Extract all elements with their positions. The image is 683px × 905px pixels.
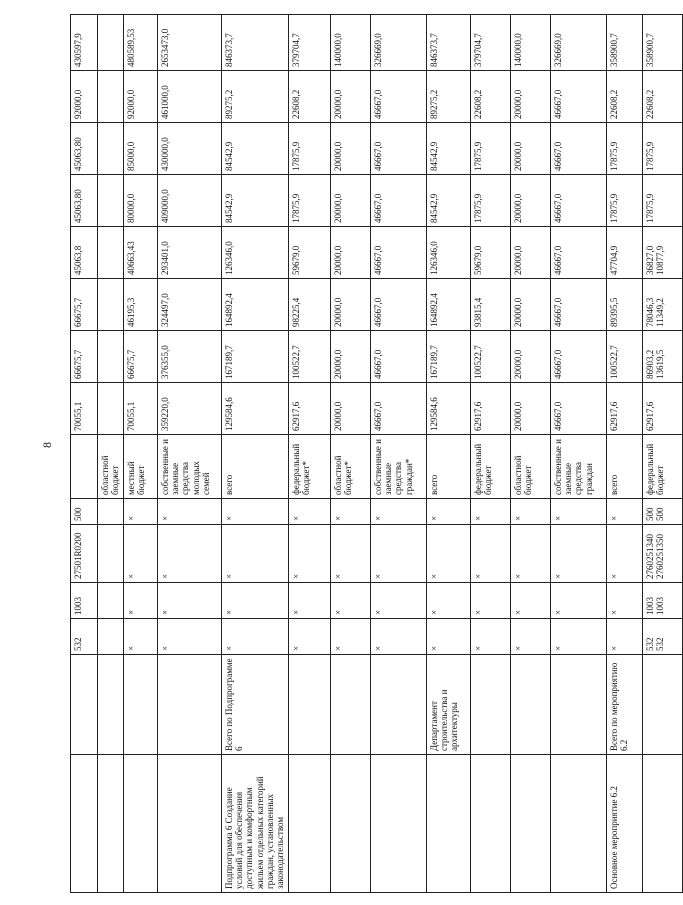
value-cell: 293401,0 [157,227,221,279]
value-cell: 92000,0 [123,71,157,123]
value-cell: 84542,9 [426,123,470,175]
grbs-cell: × [470,619,510,655]
value-cell: 22608,2 [470,71,510,123]
value-cell: 167189,7 [426,331,470,383]
grbs-cell: × [123,619,157,655]
value-cell: 17875,9 [288,175,330,227]
vr-cell: × [370,499,426,525]
value-cell: 409000,0 [157,175,221,227]
value-cell: 89395,5 [606,279,642,331]
executor-cell [642,655,682,755]
value-cell: 129584,6 [221,383,288,435]
table-row [370,15,426,893]
rzpr-cell: × [510,583,550,619]
source-cell: областной бюджет [510,435,550,499]
rzpr-cell: × [330,583,370,619]
value-cell: 70055,1 [123,383,157,435]
value-cell: 46667,0 [370,71,426,123]
executor-cell: Департамент строительства и архитектуры [426,655,470,755]
value-cell: 20000,0 [510,175,550,227]
executor-cell [550,655,606,755]
csr-cell: × [606,525,642,583]
value-cell: 20000,0 [510,123,550,175]
rzpr-cell: 1003 1003 [642,583,682,619]
value-cell: 17875,9 [642,175,682,227]
source-cell: федеральный бюджет [642,435,682,499]
value-cell: 20000,0 [510,383,550,435]
value-cell: 379704,7 [288,15,330,71]
value-cell [98,331,124,383]
value-cell: 89275,2 [426,71,470,123]
rzpr-cell: × [370,583,426,619]
executor-cell: Всего по мероприятию 6.2 [606,655,642,755]
vr-cell: × [123,499,157,525]
program-cell [71,755,98,893]
csr-cell: × [288,525,330,583]
value-cell: 20000,0 [330,175,370,227]
executor-cell [98,655,124,755]
csr-cell: × [426,525,470,583]
value-cell: 164892,4 [221,279,288,331]
table-row [288,15,330,893]
value-cell: 376355,0 [157,331,221,383]
value-cell: 46667,0 [550,123,606,175]
csr-cell: × [550,525,606,583]
value-cell: 66675,7 [71,331,98,383]
source-cell: всего [221,435,288,499]
vr-cell: × [221,499,288,525]
value-cell: 20000,0 [330,227,370,279]
program-cell [470,755,510,893]
value-cell: 326669,0 [370,15,426,71]
grbs-cell: × [606,619,642,655]
executor-cell [288,655,330,755]
value-cell: 62917,6 [470,383,510,435]
value-cell: 324497,0 [157,279,221,331]
grbs-cell: × [510,619,550,655]
value-cell: 20000,0 [330,331,370,383]
rzpr-cell: × [288,583,330,619]
budget-table [70,14,683,893]
value-cell: 846373,7 [426,15,470,71]
grbs-cell: 532 [71,619,98,655]
value-cell: 47704,9 [606,227,642,279]
rzpr-cell: × [470,583,510,619]
value-cell: 126346,0 [426,227,470,279]
value-cell: 461000,0 [157,71,221,123]
value-cell: 17875,9 [470,175,510,227]
program-cell [98,755,124,893]
source-cell: собственные и заемные средства молодых семей [157,435,221,499]
rotated-page [70,0,666,905]
vr-cell: × [426,499,470,525]
table-row [426,15,470,893]
value-cell: 62917,6 [606,383,642,435]
value-cell: 46667,0 [550,331,606,383]
value-cell: 326669,0 [550,15,606,71]
program-cell [550,755,606,893]
value-cell: 46667,0 [370,331,426,383]
executor-cell [157,655,221,755]
csr-cell: 27501R0200 [71,525,98,583]
value-cell [98,279,124,331]
value-cell: 98225,4 [288,279,330,331]
grbs-cell: × [550,619,606,655]
executor-cell [470,655,510,755]
value-cell: 22608,2 [606,71,642,123]
rzpr-cell: × [221,583,288,619]
rzpr-cell: × [550,583,606,619]
table-row [98,15,124,893]
rzpr-cell: 1003 [71,583,98,619]
value-cell: 17875,9 [642,123,682,175]
value-cell: 126346,0 [221,227,288,279]
table-row [157,15,221,893]
grbs-cell: × [157,619,221,655]
source-cell: областной бюджет* [330,435,370,499]
csr-cell: × [370,525,426,583]
table-row [221,15,288,893]
program-cell [157,755,221,893]
value-cell: 20000,0 [510,331,550,383]
value-cell: 140000,0 [510,15,550,71]
program-cell [642,755,682,893]
value-cell: 430000,0 [157,123,221,175]
value-cell: 129584,6 [426,383,470,435]
vr-cell [98,499,124,525]
value-cell: 22608,2 [642,71,682,123]
value-cell: 846373,7 [221,15,288,71]
value-cell: 140000,0 [330,15,370,71]
table-row [606,15,642,893]
csr-cell: × [510,525,550,583]
value-cell: 46667,0 [550,71,606,123]
value-cell: 84542,9 [426,175,470,227]
program-cell [370,755,426,893]
vr-cell: × [606,499,642,525]
table-row [642,15,682,893]
source-cell: областной бюджет [98,435,124,499]
executor-cell [71,655,98,755]
table-wrapper [70,15,666,893]
value-cell: 2653473,0 [157,15,221,71]
value-cell: 20000,0 [510,227,550,279]
value-cell: 20000,0 [330,383,370,435]
source-cell: федеральный бюджет [470,435,510,499]
source-cell [71,435,98,499]
value-cell: 17875,9 [606,123,642,175]
program-cell [426,755,470,893]
value-cell: 46667,0 [370,383,426,435]
grbs-cell: × [221,619,288,655]
vr-cell: × [550,499,606,525]
vr-cell: × [157,499,221,525]
executor-cell [370,655,426,755]
value-cell: 59679,0 [470,227,510,279]
grbs-cell: × [426,619,470,655]
vr-cell: 500 [71,499,98,525]
value-cell: 358900,7 [642,15,682,71]
source-cell: федеральный бюджет* [288,435,330,499]
value-cell: 45063,80 [71,175,98,227]
value-cell: 46667,0 [550,227,606,279]
vr-cell: × [510,499,550,525]
value-cell: 46667,0 [550,383,606,435]
value-cell [98,383,124,435]
value-cell: 100522,7 [606,331,642,383]
value-cell: 62917,6 [642,383,682,435]
value-cell: 20000,0 [330,123,370,175]
program-cell [288,755,330,893]
csr-cell: × [330,525,370,583]
grbs-cell: 532 532 [642,619,682,655]
value-cell: 84542,9 [221,175,288,227]
vr-cell: × [330,499,370,525]
value-cell: 59679,0 [288,227,330,279]
executor-cell: Всего по Подпрограмме 6 [221,655,288,755]
value-cell: 62917,6 [288,383,330,435]
value-cell: 85000,0 [123,123,157,175]
value-cell: 46667,0 [550,175,606,227]
value-cell: 36827,0 10877,9 [642,227,682,279]
grbs-cell: × [370,619,426,655]
executor-cell [123,655,157,755]
value-cell: 17875,9 [606,175,642,227]
value-cell: 66675,7 [71,279,98,331]
value-cell: 70055,1 [71,383,98,435]
value-cell: 45063,80 [71,123,98,175]
csr-cell: × [221,525,288,583]
csr-cell: × [157,525,221,583]
grbs-cell: × [288,619,330,655]
csr-cell: 2760251340 2760251350 [642,525,682,583]
table-row [550,15,606,893]
rzpr-cell: × [123,583,157,619]
source-cell: местный бюджет [123,435,157,499]
value-cell: 359220,0 [157,383,221,435]
value-cell: 46667,0 [370,227,426,279]
value-cell [98,15,124,71]
vr-cell: × [288,499,330,525]
value-cell: 20000,0 [330,279,370,331]
table-row [510,15,550,893]
value-cell: 20000,0 [330,71,370,123]
executor-cell [330,655,370,755]
value-cell: 86903,2 13619,5 [642,331,682,383]
value-cell: 100522,7 [470,331,510,383]
executor-cell [510,655,550,755]
rzpr-cell: × [606,583,642,619]
value-cell: 78046,3 11349,2 [642,279,682,331]
value-cell: 46195,3 [123,279,157,331]
program-cell: Основное мероприятие 6.2 [606,755,642,893]
table-row [470,15,510,893]
source-cell: собственные и заемные средства граждан* [370,435,426,499]
value-cell: 84542,9 [221,123,288,175]
value-cell: 80000,0 [123,175,157,227]
value-cell: 89275,2 [221,71,288,123]
value-cell [98,175,124,227]
rzpr-cell: × [157,583,221,619]
value-cell: 480589,53 [123,15,157,71]
grbs-cell [98,619,124,655]
value-cell [98,123,124,175]
value-cell: 20000,0 [510,279,550,331]
source-cell: всего [426,435,470,499]
value-cell: 17875,9 [288,123,330,175]
value-cell: 20000,0 [510,71,550,123]
program-cell [510,755,550,893]
vr-cell: × [470,499,510,525]
value-cell: 46667,0 [370,123,426,175]
value-cell: 430597,9 [71,15,98,71]
value-cell: 46667,0 [370,279,426,331]
grbs-cell: × [330,619,370,655]
page-number: 8 [40,442,54,448]
value-cell: 167189,7 [221,331,288,383]
value-cell: 40663,43 [123,227,157,279]
value-cell: 93815,4 [470,279,510,331]
program-cell [123,755,157,893]
csr-cell: × [470,525,510,583]
rzpr-cell: × [426,583,470,619]
value-cell: 46667,0 [370,175,426,227]
value-cell: 66675,7 [123,331,157,383]
value-cell: 358900,7 [606,15,642,71]
table-row [71,15,98,893]
value-cell: 100522,7 [288,331,330,383]
table-row [330,15,370,893]
value-cell [98,71,124,123]
value-cell: 164892,4 [426,279,470,331]
value-cell: 92000,0 [71,71,98,123]
vr-cell: 500 500 [642,499,682,525]
source-cell: всего [606,435,642,499]
value-cell: 379704,7 [470,15,510,71]
program-cell: Подпрограмма 6 Создание условий для обеспечения доступным и комфортным жильем отдельных категорий граждан, установленных законодательством [221,755,288,893]
table-row [123,15,157,893]
value-cell: 46667,0 [550,279,606,331]
value-cell: 45063,8 [71,227,98,279]
csr-cell: × [123,525,157,583]
value-cell: 17875,9 [470,123,510,175]
value-cell: 22608,2 [288,71,330,123]
program-cell [330,755,370,893]
csr-cell [98,525,124,583]
source-cell: собственные и заемные средства граждан [550,435,606,499]
rzpr-cell [98,583,124,619]
value-cell [98,227,124,279]
